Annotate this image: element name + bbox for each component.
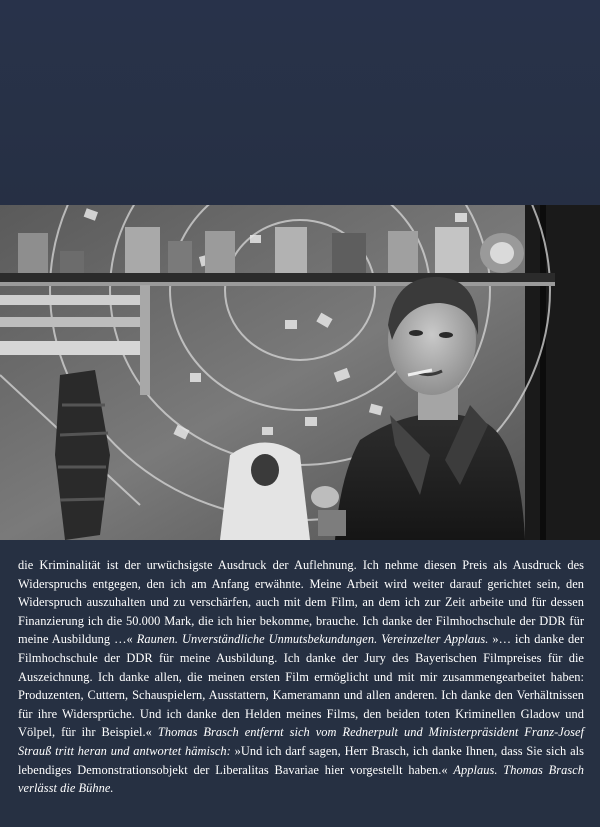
film-still-photo bbox=[0, 205, 600, 540]
stage-direction-2: Thomas Brasch entfernt sich vom Rednerpult und Ministerpräsident Franz-Josef Strauß tritt heran und antwortet hämisch: bbox=[18, 725, 584, 758]
body-text bbox=[18, 556, 584, 798]
stage-direction-3: Applaus. Thomas Brasch verlässt die Bühne. bbox=[18, 762, 585, 796]
body-paragraph bbox=[18, 556, 584, 798]
text-segment-5: »Und ich darf sagen, Herr Brasch, ich danke Ihnen, dass Sie sich als lebendiges Demonstrationsobjekt der Liberalitas Bavariae hier vorgestellt haben.« bbox=[18, 743, 585, 777]
text-segment-3: »… ich danke der Filmhochschule der DDR für meine Ausbildung. Ich danke der Jury des Bayerischen Filmpreises für die Auszeichnung. Ich danke allen, die meinen ersten Film ermöglicht und mit mir zusammengearbeitet haben: Produzenten, Cuttern, Schauspielern, Ausstattern, Kameramann und allen anderen. Ich danke den Verhältnissen für ihre Widersprüche. Und ich danke den Helden meines Films, den beiden toten Kriminellen Gladow und Völpel, für ihr Beispiel.« bbox=[18, 632, 585, 740]
cover-top-panel bbox=[0, 0, 600, 205]
text-segment-1: die Kriminalität ist der urwüchsigste Ausdruck der Auflehnung. Ich nehme diesen Preis als Ausdruck des Widerspruchs entgegen, den ich am Anfang erwähnte. Meine Arbeit wird weiter darauf gerichtet sein, den Widerspruch auszuhalten und zu verschärfen, auch mit dem Film, an dem ich zur Zeit arbeite und für dessen Finanzierung ich die 50.000 Mark, die ich hier bekomme, brauche. Ich danke der Filmhochschule der DDR für meine Ausbildung …« bbox=[18, 558, 584, 647]
stage-direction-1: Raunen. Unverständliche Unmutsbekundungen. Vereinzelter Applaus. bbox=[136, 632, 489, 647]
